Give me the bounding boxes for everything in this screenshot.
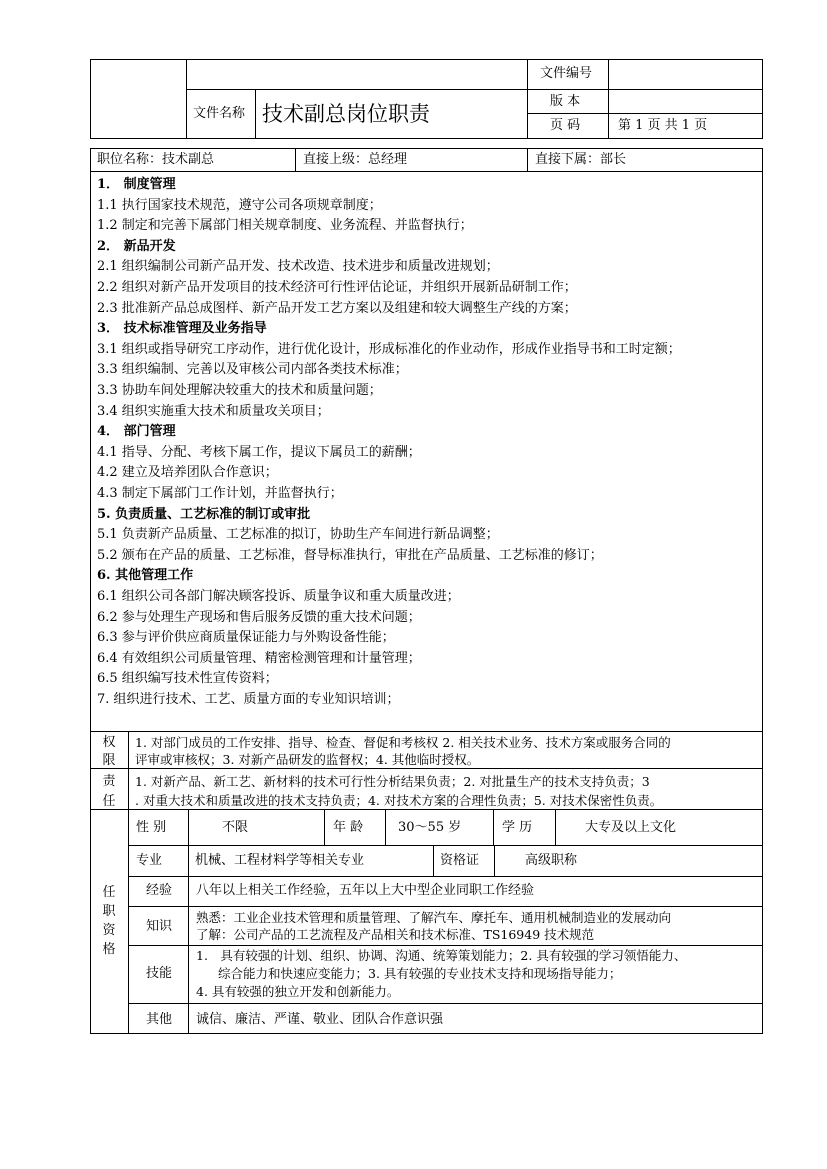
duty-line: 4． 部门管理 — [97, 424, 176, 440]
authority-divider — [128, 731, 129, 769]
age-label: 年 龄 — [333, 820, 364, 835]
qualification-divider — [555, 809, 556, 845]
position-divider — [295, 148, 296, 172]
duty-line: 1． 制度管理 — [97, 177, 176, 192]
qualification-divider — [128, 906, 763, 907]
duty-line: 6.4 有效组织公司质量管理、精密检测管理和计量管理； — [97, 650, 421, 666]
major-value: 机械、工程材料学等相关专业 — [195, 853, 365, 868]
certificate-label: 资格证 — [440, 853, 480, 868]
knowledge-text-1: 熟悉：工业企业技术管理和质量管理、了解汽车、摩托车、通用机械制造业的发展动向 — [196, 910, 672, 925]
duty-line: 3． 技术标准管理及业务指导 — [97, 321, 267, 337]
authority-label-1: 权 — [102, 735, 116, 750]
qualification-divider — [128, 945, 763, 946]
qualification-divider — [493, 809, 494, 845]
duty-line: 2.2 组织对新产品开发项目的技术经济可行性评估论证，并组织开展新品研制工作； — [97, 280, 577, 295]
version-label: 版 本 — [550, 94, 581, 109]
qualification-label-1: 任 — [102, 885, 116, 900]
qualification-divider — [385, 809, 386, 845]
qualification-divider — [324, 809, 325, 845]
position-divider — [527, 148, 528, 172]
duty-line: 5.2 颁布在产品的质量、工艺标准，督导标准执行，审批在产品质量、工艺标准的修订； — [97, 547, 603, 563]
doc-title: 技术副总岗位职责 — [262, 102, 430, 126]
skills-text-2: 综合能力和快速应变能力；3. 具有较强的专业技术支持和现场指导能力； — [218, 966, 622, 981]
other-value: 诚信、廉洁、严谨、敬业、团队合作意识强 — [196, 1012, 444, 1027]
qualification-divider — [128, 809, 129, 1034]
skills-text-1: 1. 具有较强的计划、组织、协调、沟通、统筹策划能力；2. 具有较强的学习领悟能力、 — [196, 948, 687, 963]
duty-line: 2.1 组织编制公司新产品开发、技术改造、技术进步和质量改进规划； — [97, 259, 499, 275]
duty-line: 4.1 指导、分配、考核下属工作，提议下属员工的薪酬； — [97, 444, 421, 460]
duty-line: 6.5 组织编写技术性宣传资料； — [97, 671, 278, 687]
qualification-label-2: 职 — [102, 904, 116, 919]
skills-label: 技能 — [146, 966, 173, 981]
header-divider — [527, 113, 763, 114]
header-divider — [255, 89, 256, 139]
knowledge-label: 知识 — [146, 919, 173, 934]
responsibility-text-1: 1. 对新产品、新工艺、新材料的技术可行性分析结果负责；2. 对批量生产的技术支持负责；3 — [135, 774, 650, 789]
page-value: 第 1 页 共 1 页 — [618, 118, 708, 133]
duty-line: 4.2 建立及培养团队合作意识； — [97, 465, 278, 481]
qualification-divider — [128, 876, 763, 877]
file-no-label: 文件编号 — [540, 66, 593, 81]
qualification-divider — [433, 845, 434, 876]
experience-label: 经验 — [146, 883, 173, 898]
major-label: 专业 — [136, 853, 163, 868]
responsibility-label-2: 任 — [102, 794, 116, 809]
position-name: 职位名称：技术副总 — [97, 152, 215, 167]
duty-line: 1.2 制定和完善下属部门相关规章制度、业务流程、并监督执行； — [97, 218, 473, 234]
direct-subordinate: 直接下属：部长 — [535, 152, 627, 167]
responsibility-label-1: 责 — [102, 774, 116, 789]
gender-value: 不限 — [222, 820, 249, 835]
gender-label: 性 别 — [136, 820, 167, 835]
duty-line: 7. 组织进行技术、工艺、质量方面的专业知识培训； — [97, 692, 400, 707]
duty-line: 3.3 协助车间处理解决较重大的技术和质量问题； — [97, 383, 382, 398]
experience-value: 八年以上相关工作经验，五年以上大中型企业同职工作经验 — [196, 883, 535, 898]
duty-line: 2． 新品开发 — [97, 238, 176, 254]
qualification-label-4: 格 — [102, 942, 116, 957]
duty-line: 6.1 组织公司各部门解决顾客投诉、质量争议和重大质量改进； — [97, 589, 460, 604]
authority-text-2: 评审或审核权；3. 对新产品研发的监督权；4. 其他临时授权。 — [135, 752, 480, 767]
education-value: 大专及以上文化 — [585, 820, 677, 835]
duty-line: 3.3 组织编制、完善以及审核公司内部各类技术标准； — [97, 362, 408, 378]
qualification-divider — [128, 1003, 763, 1004]
skills-text-3: 4. 具有较强的独立开发和创新能力。 — [196, 984, 400, 999]
certificate-value: 高级职称 — [525, 853, 578, 868]
authority-text-1: 1. 对部门成员的工作安排、指导、检查、督促和考核权 2. 相关技术业务、技术方案或服务合同的 — [135, 735, 671, 750]
other-label: 其他 — [146, 1012, 173, 1027]
knowledge-text-2: 了解：公司产品的工艺流程及产品相关和技术标准、TS16949 技术规范 — [196, 927, 595, 942]
file-name-label: 文件名称 — [193, 106, 246, 121]
qualification-divider — [494, 845, 495, 876]
duty-line: 3.4 组织实施重大技术和质量攻关项目； — [97, 403, 330, 419]
header-divider — [608, 59, 609, 139]
education-label: 学 历 — [502, 820, 533, 835]
responsibility-text-2: . 对重大技术和质量改进的技术支持负责；4. 对技术方案的合理性负责；5. 对技术保密性负责。 — [135, 793, 663, 808]
qualification-label-3: 资 — [102, 923, 116, 938]
duty-line: 5. 负责质量、工艺标准的制订或审批 — [97, 506, 311, 522]
page-label: 页 码 — [550, 118, 581, 133]
direct-superior: 直接上级：总经理 — [303, 152, 408, 167]
qualification-divider — [128, 845, 763, 846]
qualification-divider — [188, 809, 189, 1034]
duty-line: 2.3 批准新产品总成图样、新产品开发工艺方案以及组建和较大调整生产线的方案； — [97, 300, 577, 316]
responsibility-divider — [128, 768, 129, 810]
duty-line: 3.1 组织或指导研究工序动作，进行优化设计，形成标准化的作业动作，形成作业指导书和工时定额； — [97, 341, 681, 357]
duty-line: 6.2 参与处理生产现场和售后服务反馈的重大技术问题； — [97, 609, 421, 625]
duty-line: 5.1 负责新产品质量、工艺标准的拟订，协助生产车间进行新品调整； — [97, 527, 499, 543]
header-divider — [527, 59, 528, 139]
duty-line: 6. 其他管理工作 — [97, 568, 194, 584]
header-divider — [186, 59, 187, 139]
header-divider — [186, 89, 763, 90]
duty-line: 4.3 制定下属部门工作计划，并监督执行； — [97, 486, 343, 501]
authority-label-2: 限 — [102, 753, 116, 768]
duty-line: 6.3 参与评价供应商质量保证能力与外购设备性能； — [97, 630, 395, 646]
age-value: 30～55 岁 — [398, 820, 462, 835]
duty-line: 1.1 执行国家技术规范，遵守公司各项规章制度； — [97, 197, 382, 213]
